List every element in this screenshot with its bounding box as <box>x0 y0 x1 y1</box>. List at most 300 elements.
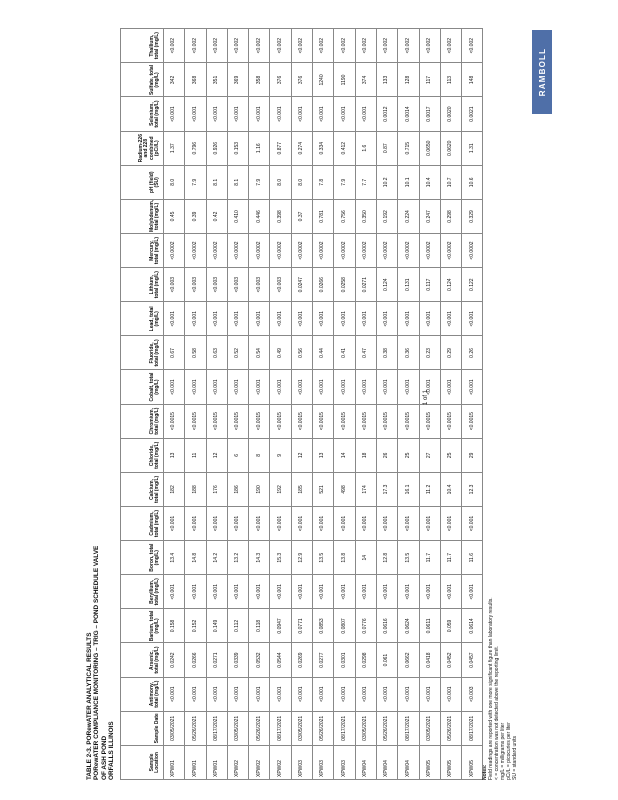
table-cell: XPW03 <box>313 745 334 779</box>
note-line: Field readings are reported with one more significant figure than laboratory results. <box>488 597 494 780</box>
table-cell: XPW05 <box>440 745 461 779</box>
table-cell: <0.001 <box>249 97 270 131</box>
table-cell: 0.131 <box>398 268 419 302</box>
table-cell: <0.001 <box>355 507 376 541</box>
table-cell: <0.0015 <box>270 404 291 438</box>
table-cell: <0.0002 <box>398 234 419 268</box>
table-cell: <0.001 <box>270 302 291 336</box>
table-cell: 14.3 <box>249 541 270 575</box>
table-cell: 0.298 <box>440 199 461 233</box>
table-cell: 192 <box>270 472 291 506</box>
table-cell: 0.0452 <box>440 643 461 677</box>
table-cell: <0.003 <box>270 268 291 302</box>
table-cell: 498 <box>334 472 355 506</box>
table-body <box>164 29 483 780</box>
table-cell: <0.0015 <box>419 404 440 438</box>
table-cell: <0.001 <box>313 370 334 404</box>
table-cell: <0.0002 <box>164 234 185 268</box>
table-cell: 0.47 <box>355 336 376 370</box>
page-number: 1 of 1 <box>423 389 429 405</box>
table-cell: <0.001 <box>440 677 461 711</box>
table-cell: <0.001 <box>270 97 291 131</box>
table-cell: 376 <box>270 63 291 97</box>
table-cell: 0.158 <box>164 609 185 643</box>
table-cell: 0.0277 <box>313 643 334 677</box>
table-cell: 0.0614 <box>462 609 483 643</box>
table-cell: 0.67 <box>164 336 185 370</box>
table-cell: 13.2 <box>227 541 248 575</box>
table-cell: <0.001 <box>185 507 206 541</box>
table-cell: 0.0266 <box>313 268 334 302</box>
table-cell: XPW02 <box>249 745 270 779</box>
table-cell: XPW05 <box>462 745 483 779</box>
table-cell: 190 <box>249 472 270 506</box>
table-cell: 0.224 <box>398 199 419 233</box>
table-cell: <0.001 <box>313 575 334 609</box>
table-cell: <0.001 <box>313 302 334 336</box>
table-cell: 03/05/2021 <box>291 711 312 745</box>
column-header: Molybdenum, total (mg/L) <box>121 199 164 233</box>
table-cell: <0.001 <box>270 507 291 541</box>
table-cell: 05/26/2021 <box>185 711 206 745</box>
table-cell: <0.001 <box>313 97 334 131</box>
table-cell: <0.001 <box>227 302 248 336</box>
table-cell: 0.0776 <box>355 609 376 643</box>
table-cell: <0.0015 <box>376 404 397 438</box>
table-cell: 0.446 <box>249 199 270 233</box>
table-cell: <0.0015 <box>313 404 334 438</box>
table-cell: 0.329 <box>462 199 483 233</box>
table-cell: <0.001 <box>206 370 227 404</box>
table-row <box>206 29 227 780</box>
table-cell: 342 <box>164 63 185 97</box>
table-cell: XPW04 <box>376 745 397 779</box>
table-cell: 10.6 <box>462 165 483 199</box>
table-cell: 0.0298 <box>355 643 376 677</box>
table-cell: 03/05/2021 <box>355 711 376 745</box>
table-cell: XPW04 <box>398 745 419 779</box>
table-cell: <0.0015 <box>206 404 227 438</box>
table-cell: 18 <box>355 438 376 472</box>
table-row <box>398 29 419 780</box>
table-cell: 25 <box>440 438 461 472</box>
table-cell: <0.003 <box>227 268 248 302</box>
table-cell: 14.2 <box>206 541 227 575</box>
facility-name: OF ASH POND <box>100 735 108 780</box>
table-cell: 05/26/2021 <box>376 711 397 745</box>
note-line: pCi/L = picocuries per liter <box>506 722 512 780</box>
table-cell: 12.8 <box>376 541 397 575</box>
table-cell: <0.002 <box>419 29 440 63</box>
table-cell: 7.7 <box>355 165 376 199</box>
table-cell: 8.0 <box>164 165 185 199</box>
table-cell: 0.36 <box>398 336 419 370</box>
table-cell: 0.49 <box>270 336 291 370</box>
table-cell: <0.001 <box>291 370 312 404</box>
table-cell: <0.002 <box>355 29 376 63</box>
table-cell: <0.001 <box>376 302 397 336</box>
table-cell: <0.001 <box>206 302 227 336</box>
table-cell: 10.4 <box>440 472 461 506</box>
table-cell: <0.001 <box>355 302 376 336</box>
table-cell: 7.9 <box>185 165 206 199</box>
table-cell: 0.52 <box>227 336 248 370</box>
table-cell: 0.0012 <box>376 97 397 131</box>
table-cell: 1190 <box>334 63 355 97</box>
table-cell: 368 <box>185 63 206 97</box>
table-cell: 13 <box>313 438 334 472</box>
table-cell: <0.001 <box>206 575 227 609</box>
table-cell: <0.003 <box>185 268 206 302</box>
table-cell: 0.0271 <box>355 268 376 302</box>
table-cell: 0.153 <box>227 131 248 165</box>
table-cell: <0.002 <box>270 29 291 63</box>
table-cell: XPW03 <box>291 745 312 779</box>
table-cell: 05/26/2021 <box>440 711 461 745</box>
table-cell: 0.0620 <box>440 131 461 165</box>
table-row <box>249 29 270 780</box>
table-cell: <0.001 <box>334 507 355 541</box>
table-cell: <0.001 <box>398 370 419 404</box>
table-cell: <0.001 <box>419 302 440 336</box>
table-cell: <0.002 <box>440 29 461 63</box>
table-cell: <0.001 <box>334 575 355 609</box>
table-cell: 182 <box>164 472 185 506</box>
column-header: Radium-226 and 228 combined (pCi/L) <box>121 131 164 165</box>
table-cell: 7.9 <box>249 165 270 199</box>
table-cell: 0.0021 <box>462 97 483 131</box>
table-cell: <0.003 <box>164 268 185 302</box>
table-cell: <0.002 <box>164 29 185 63</box>
table-cell: <0.002 <box>334 29 355 63</box>
table-cell: XPW04 <box>355 745 376 779</box>
table-cell: <0.001 <box>355 97 376 131</box>
table-cell: 351 <box>206 63 227 97</box>
table-cell: <0.001 <box>419 507 440 541</box>
table-cell: XPW05 <box>419 745 440 779</box>
table-cell: 0.0247 <box>291 268 312 302</box>
table-cell: <0.001 <box>419 370 440 404</box>
column-header: Sulfate, total (mg/L) <box>121 63 164 97</box>
column-header: Fluoride, total (mg/L) <box>121 336 164 370</box>
table-cell: <0.0015 <box>164 404 185 438</box>
table-cell: 17.3 <box>376 472 397 506</box>
table-cell: 0.41 <box>334 336 355 370</box>
table-cell: 0.0616 <box>376 609 397 643</box>
table-cell: 29 <box>462 438 483 472</box>
table-cell: 11 <box>185 438 206 472</box>
table-cell: 0.192 <box>376 199 397 233</box>
table-cell: 13.5 <box>398 541 419 575</box>
table-cell: XPW01 <box>185 745 206 779</box>
table-cell: 08/17/2021 <box>462 711 483 745</box>
table-cell: 0.0266 <box>185 643 206 677</box>
table-cell: <0.001 <box>270 575 291 609</box>
table-cell: 10.1 <box>398 165 419 199</box>
table-cell: 8.1 <box>206 165 227 199</box>
table-cell: <0.001 <box>249 575 270 609</box>
table-cell: 03/05/2021 <box>227 711 248 745</box>
table-cell: 0.0771 <box>291 609 312 643</box>
column-header: Lithium, total (mg/L) <box>121 268 164 302</box>
table-row <box>334 29 355 780</box>
table-row <box>227 29 248 780</box>
table-cell: 0.0418 <box>419 643 440 677</box>
table-cell: 174 <box>355 472 376 506</box>
table-cell: <0.001 <box>185 677 206 711</box>
table-row <box>313 29 334 780</box>
table-cell: 521 <box>313 472 334 506</box>
column-header: Boron, total (mg/L) <box>121 541 164 575</box>
table-cell: 0.54 <box>249 336 270 370</box>
table-cell: <0.0015 <box>334 404 355 438</box>
table-cell: 11.6 <box>462 541 483 575</box>
table-cell: 0.39 <box>185 199 206 233</box>
table-cell: 0.796 <box>185 131 206 165</box>
table-cell: <0.001 <box>462 507 483 541</box>
table-cell: 08/17/2021 <box>206 711 227 745</box>
table-cell: 0.0014 <box>398 97 419 131</box>
table-cell: <0.001 <box>206 677 227 711</box>
table-cell: 0.0807 <box>334 609 355 643</box>
table-cell: 0.926 <box>206 131 227 165</box>
table-cell: <0.002 <box>227 29 248 63</box>
table-cell: <0.001 <box>398 677 419 711</box>
table-cell: <0.001 <box>462 575 483 609</box>
table-cell: 8.1 <box>227 165 248 199</box>
table-cell: <0.001 <box>164 302 185 336</box>
table-cell: 358 <box>249 63 270 97</box>
table-cell: <0.001 <box>227 97 248 131</box>
table-cell: 0.42 <box>206 199 227 233</box>
table-cell: 0.117 <box>419 268 440 302</box>
table-cell: <0.002 <box>249 29 270 63</box>
table-cell: <0.0002 <box>462 234 483 268</box>
table-cell: 13.8 <box>334 541 355 575</box>
table-cell: 0.0624 <box>398 609 419 643</box>
table-cell: 8.0 <box>270 165 291 199</box>
table-cell: 369 <box>227 63 248 97</box>
table-row <box>291 29 312 780</box>
table-cell: 7.8 <box>313 165 334 199</box>
column-header: Selenium, total (mg/L) <box>121 97 164 131</box>
table-row <box>355 29 376 780</box>
table-cell: <0.001 <box>164 97 185 131</box>
table-cell: <0.002 <box>313 29 334 63</box>
table-row <box>164 29 185 780</box>
table-cell: <0.001 <box>355 575 376 609</box>
table-cell: <0.0002 <box>376 234 397 268</box>
table-cell: XPW02 <box>227 745 248 779</box>
table-row <box>462 29 483 780</box>
table-cell: 11.2 <box>419 472 440 506</box>
table-cell: <0.001 <box>334 370 355 404</box>
table-cell: 0.0258 <box>334 268 355 302</box>
table-cell: 374 <box>355 63 376 97</box>
table-cell: 14.8 <box>185 541 206 575</box>
table-cell: 0.44 <box>313 336 334 370</box>
table-cell: 0.124 <box>440 268 461 302</box>
table-cell: 0.398 <box>270 199 291 233</box>
table-cell: 0.0611 <box>419 609 440 643</box>
table-cell: <0.001 <box>185 302 206 336</box>
table-cell: <0.001 <box>206 97 227 131</box>
table-cell: 0.0017 <box>419 97 440 131</box>
table-cell: <0.001 <box>227 507 248 541</box>
table-cell: <0.001 <box>291 677 312 711</box>
table-cell: 176 <box>206 472 227 506</box>
table-cell: 0.118 <box>249 609 270 643</box>
table-cell: <0.001 <box>185 575 206 609</box>
column-header: Antimony, total (mg/L) <box>121 677 164 711</box>
table-cell: 0.0947 <box>270 609 291 643</box>
table-cell: 10.7 <box>440 165 461 199</box>
table-cell: <0.001 <box>227 575 248 609</box>
table-cell: 0.0242 <box>164 643 185 677</box>
table-cell: 9 <box>270 438 291 472</box>
table-cell: <0.001 <box>376 677 397 711</box>
table-cell: 16.1 <box>398 472 419 506</box>
table-cell: 0.0457 <box>462 643 483 677</box>
table-row <box>376 29 397 780</box>
table-cell: 0.0532 <box>249 643 270 677</box>
table-cell: 6 <box>227 438 248 472</box>
column-header: Barium, total (mg/L) <box>121 609 164 643</box>
table-cell: <0.002 <box>462 29 483 63</box>
table-cell: 186 <box>227 472 248 506</box>
table-cell: 13.4 <box>164 541 185 575</box>
column-header: Mercury, total (mg/L) <box>121 234 164 268</box>
table-cell: 1.6 <box>355 131 376 165</box>
table-cell: <0.0015 <box>398 404 419 438</box>
table-cell: 0.334 <box>313 131 334 165</box>
table-cell: 0.29 <box>440 336 461 370</box>
table-cell: 8.0 <box>291 165 312 199</box>
table-cell: <0.002 <box>206 29 227 63</box>
table-cell: 0.0271 <box>206 643 227 677</box>
table-cell: <0.0015 <box>227 404 248 438</box>
table-cell: 0.0853 <box>313 609 334 643</box>
table-cell: 0.0269 <box>291 643 312 677</box>
table-cell: <0.0002 <box>206 234 227 268</box>
table-cell: <0.0002 <box>440 234 461 268</box>
table-cell: <0.001 <box>313 677 334 711</box>
note-line: mg/L = milligrams per liter <box>500 722 506 780</box>
table-cell: 148 <box>462 63 483 97</box>
table-cell: 0.061 <box>376 643 397 677</box>
table-cell: 08/17/2021 <box>398 711 419 745</box>
table-cell: <0.001 <box>462 370 483 404</box>
table-cell: <0.001 <box>419 575 440 609</box>
table-cell: 0.63 <box>206 336 227 370</box>
notes-title: Notes: <box>482 764 488 780</box>
table-cell: 0.877 <box>270 131 291 165</box>
table-cell: 0.122 <box>462 268 483 302</box>
table-cell: <0.0002 <box>185 234 206 268</box>
table-cell: <0.001 <box>185 97 206 131</box>
table-cell: 11.7 <box>440 541 461 575</box>
table-cell: 0.410 <box>227 199 248 233</box>
table-cell: 1.31 <box>462 131 483 165</box>
table-cell: <0.001 <box>291 507 312 541</box>
table-cell: 0.149 <box>206 609 227 643</box>
table-cell: 0.37 <box>291 199 312 233</box>
table-cell: 08/17/2021 <box>334 711 355 745</box>
table-title: TABLE 2-3. PORewATER ANALYTICAL RESULTS <box>86 632 93 780</box>
table-cell: <0.001 <box>249 370 270 404</box>
table-cell: 05/26/2021 <box>313 711 334 745</box>
table-cell: 0.350 <box>355 199 376 233</box>
table-cell: 0.56 <box>291 336 312 370</box>
table-cell: 11.7 <box>419 541 440 575</box>
table-row <box>440 29 461 780</box>
table-cell: 0.059 <box>440 609 461 643</box>
table-cell: 0.87 <box>376 131 397 165</box>
table-cell: 1.16 <box>249 131 270 165</box>
table-cell: <0.0002 <box>419 234 440 268</box>
column-header: pH (field) (SU) <box>121 165 164 199</box>
table-cell: <0.001 <box>440 370 461 404</box>
table-cell: <0.001 <box>419 677 440 711</box>
table-cell: 0.58 <box>185 336 206 370</box>
table-cell: 0.112 <box>227 609 248 643</box>
table-cell: 15.3 <box>270 541 291 575</box>
facility-location: ORFALLS ILLINOIS <box>108 721 116 780</box>
table-cell: 0.23 <box>419 336 440 370</box>
table-cell: XPW03 <box>334 745 355 779</box>
table-cell: 05/26/2021 <box>249 711 270 745</box>
table-cell: 14 <box>334 438 355 472</box>
table-cell: <0.0015 <box>185 404 206 438</box>
table-cell: <0.001 <box>376 575 397 609</box>
table-cell: <0.001 <box>206 507 227 541</box>
table-cell: <0.001 <box>164 677 185 711</box>
table-cell: XPW01 <box>164 745 185 779</box>
table-cell: 376 <box>291 63 312 97</box>
table-cell: <0.002 <box>291 29 312 63</box>
table-cell: 26 <box>376 438 397 472</box>
table-cell: 128 <box>398 63 419 97</box>
table-cell: 0.0544 <box>270 643 291 677</box>
column-header: Calcium, total (mg/L) <box>121 472 164 506</box>
table-cell: <0.0015 <box>355 404 376 438</box>
table-cell: 03/05/2021 <box>419 711 440 745</box>
table-cell: <0.001 <box>398 302 419 336</box>
table-cell: 03/05/2021 <box>164 711 185 745</box>
table-cell: <0.002 <box>185 29 206 63</box>
table-cell: 12.9 <box>291 541 312 575</box>
table-cell: 117 <box>419 63 440 97</box>
table-cell: <0.001 <box>164 575 185 609</box>
table-cell: <0.001 <box>249 302 270 336</box>
table-cell: <0.001 <box>462 302 483 336</box>
ramboll-logo: RAMBOLL <box>532 30 552 114</box>
table-cell: 0.412 <box>334 131 355 165</box>
table-cell: <0.0002 <box>227 234 248 268</box>
table-cell: 0.274 <box>291 131 312 165</box>
table-cell: 12.3 <box>462 472 483 506</box>
table-cell: 185 <box>291 472 312 506</box>
table-row <box>270 29 291 780</box>
column-header: Chloride, total (mg/L) <box>121 438 164 472</box>
table-cell: <0.0015 <box>291 404 312 438</box>
table-cell: XPW01 <box>206 745 227 779</box>
table-cell: 188 <box>185 472 206 506</box>
column-header: Cadmium, total (mg/L) <box>121 507 164 541</box>
table-cell: <0.001 <box>376 507 397 541</box>
table-cell: <0.001 <box>185 370 206 404</box>
table-cell: <0.003 <box>206 268 227 302</box>
